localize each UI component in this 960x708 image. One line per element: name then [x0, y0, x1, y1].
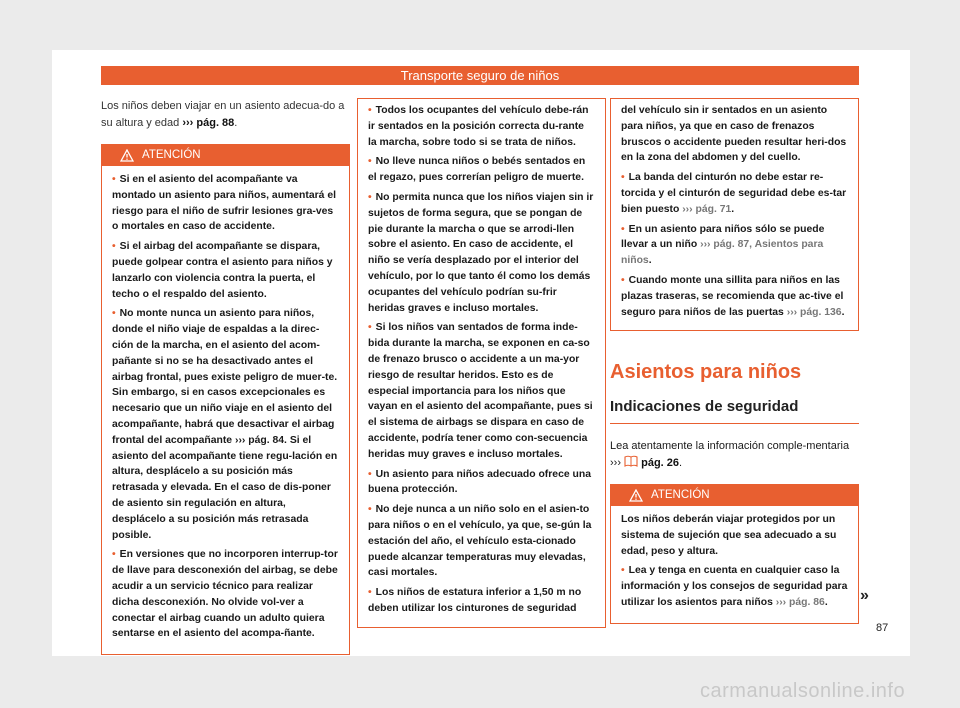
section-title: Asientos para niños — [610, 361, 802, 384]
continue-mark: » — [860, 587, 869, 604]
item-text: Si en el asiento del acompañante va montado un asiento para niños, aumentará el riesgo para el niño de sufrir lesiones gra-ves o mortales en caso de accidente. — [112, 174, 337, 233]
bullet-icon: • — [621, 172, 625, 184]
warning-body — [358, 99, 605, 627]
list-item — [368, 190, 595, 316]
subsection-title: Indicaciones de seguridad — [610, 399, 859, 424]
item-text: La banda del cinturón no debe estar re-torcida y el cinturón de seguridad debe es-tar bien puesto — [621, 172, 847, 215]
bullet-icon: • — [112, 549, 116, 561]
lead-end: . — [679, 456, 683, 469]
list-item — [368, 154, 595, 186]
list-item — [368, 585, 595, 617]
warning-box — [101, 144, 350, 655]
item-text: Un asiento para niños adecuado ofrece una buena protección. — [368, 468, 592, 496]
list-item — [368, 320, 595, 462]
bullet-icon: • — [368, 468, 372, 480]
warning-triangle-icon — [120, 149, 134, 162]
list-item — [112, 547, 339, 642]
bullet-icon: • — [621, 223, 625, 235]
watermark: carmanualsonline.info — [700, 680, 906, 702]
column-1 — [101, 98, 350, 655]
bullet-icon: • — [368, 191, 372, 203]
item-text: Si los niños van sentados de forma inde-bida durante la marcha, se exponen en ca-so de frenazo brusco o accidente a un ma-yor riesgo de resultar heridos. Esto es de especial importancia para los niños que vayan en el asiento del acompañante, pues si el sistema de airbags se dispara en caso de accidente, podría tener como con-secuencia heridas muy graves e incluso mortales. — [368, 322, 593, 460]
bullet-icon: • — [112, 174, 116, 185]
bullet-icon: • — [112, 241, 116, 253]
page-ref-link[interactable]: ››› pág. 71 — [682, 203, 732, 215]
intro-ref-link[interactable]: ››› pág. 88 — [182, 117, 235, 129]
intro-paragraph — [101, 98, 350, 132]
item-text: No permita nunca que los niños viajen sin ir sujetos de forma segura, que se pongan de pie durante la marcha o que se arrodi-llen sobre el asiento. En caso de accidente, el niño se vería desplazado por el interior del vehículo, por lo que tanto él como los demás ocupantes del vehículo podrían su-frir heridas graves e incluso mortales. — [368, 191, 594, 314]
item-end: . — [824, 596, 828, 608]
item-text: Los niños de estatura inferior a 1,50 m no deben utilizar los cinturones de seguridad — [368, 587, 582, 614]
bullet-icon: • — [368, 504, 372, 516]
warning-header — [102, 145, 349, 166]
item-text: No lleve nunca niños o bebés sentados en el regazo, pues correrían peligro de muerte. — [368, 156, 586, 184]
item-text: Todos los ocupantes del vehículo debe-rán ir sentados en la posición correcta du-rante la marcha, sobre todo si se trata de niños. — [368, 105, 589, 148]
warning-body — [611, 506, 858, 623]
warning-intro: Los niños deberán viajar protegidos por un sistema de sujeción que sea adecuado a su edad, peso y altura. — [621, 513, 837, 557]
warning-title: ATENCIÓN — [651, 488, 710, 501]
column-2 — [357, 98, 606, 628]
intro-text: Los niños deben viajar en un asiento adecua-do a su altura y edad — [101, 100, 345, 129]
list-item — [112, 306, 339, 543]
item-end: . — [841, 306, 845, 318]
warning-box-2 — [610, 484, 859, 624]
warning-box-continued — [357, 98, 606, 628]
item-text: En versiones que no incorporen interrup-tor de llave para desconexión del airbag, se debe acudir a un servicio técnico para realizar dicha desconexión. No olvide vol-ver a conectar el airbag cuando un adulto quiera sentarse en el asiento del acompa-ñante. — [112, 549, 338, 640]
page-header: Transporte seguro de niños — [101, 66, 859, 85]
lead-text: Lea atentamente la información comple-mentaria ››› — [610, 439, 850, 469]
item-text: No monte nunca un asiento para niños, donde el niño viaje de espaldas a la direc-ción de la marcha, en el asiento del acom-pañante si no se ha desactivado antes el airbag frontal, pues existe peligro de muer-te. Sin embargo, si en casos excepcionales es necesario que un niño viaje en el asiento del acompañante, habrá que desactivar el airbag frontal del acompañante ››› pág. 84. Si el asiento del acompañante tiene regu-lación en altura, desplácelo a su posición más retrasada y elevada. En el caso de dis-poner de asiento sin regulación en altura, desplácelo a su posición más retrasada posible. — [112, 308, 338, 541]
item-end: . — [731, 203, 735, 215]
continuation-text: del vehículo sin ir sentados en un asiento para niños, ya que en caso de frenazos bruscos o accidente pueden resultar heri-dos en la zona del abdomen y del cuello. — [621, 105, 847, 164]
item-text: Si el airbag del acompañante se dispara, puede golpear contra el asiento para niños y lanzarlo con violencia contra la puerta, el techo o el respaldo del asiento. — [112, 241, 333, 300]
list-item — [621, 563, 848, 610]
book-icon — [624, 455, 638, 467]
list-item — [621, 273, 848, 320]
column-3 — [610, 98, 859, 624]
page-ref-link[interactable]: ››› pág. 86 — [775, 596, 825, 608]
page-ref-link[interactable]: ››› pág. 87, Asientos para niños — [621, 239, 824, 267]
bullet-icon: • — [621, 565, 625, 577]
list-item — [621, 170, 848, 217]
list-item — [112, 239, 339, 302]
lead-ref-link[interactable]: pág. 26 — [641, 456, 680, 469]
lead-paragraph — [610, 438, 859, 472]
item-text: Cuando monte una sillita para niños en las plazas traseras, se recomienda que ac-tive el seguro para niños de las puertas — [621, 274, 844, 318]
list-item — [112, 172, 339, 235]
list-item — [368, 467, 595, 499]
warning-body — [611, 99, 858, 330]
warning-triangle-icon — [629, 489, 643, 502]
list-item — [621, 222, 848, 269]
warning-header — [611, 485, 858, 506]
warning-body — [102, 166, 349, 654]
bullet-icon: • — [368, 322, 372, 334]
warning-box-continued — [610, 98, 859, 331]
page-ref-link[interactable]: ››› pág. 136 — [786, 306, 842, 318]
item-text: Lea y tenga en cuenta en cualquier caso la información y los consejos de seguridad para utilizar los asientos para niños — [621, 565, 848, 608]
bullet-icon: • — [112, 308, 116, 320]
item-text: En un asiento para niños sólo se puede llevar a un niño — [621, 223, 825, 251]
bullet-icon: • — [621, 274, 625, 286]
item-end: . — [648, 255, 652, 267]
list-item — [368, 502, 595, 581]
bullet-icon: • — [368, 156, 372, 168]
warning-title: ATENCIÓN — [142, 149, 201, 161]
item-text: No deje nunca a un niño solo en el asien-to para niños o en el vehículo, ya que, se-gún la estación del año, el vehículo esta-cionado puede alcanzar temperaturas muy elevadas, casi mortales. — [368, 504, 592, 579]
bullet-icon: • — [368, 105, 372, 116]
intro-end: . — [234, 117, 238, 129]
list-item — [368, 103, 595, 150]
bullet-icon: • — [368, 587, 372, 599]
page-number: 87 — [876, 622, 889, 634]
